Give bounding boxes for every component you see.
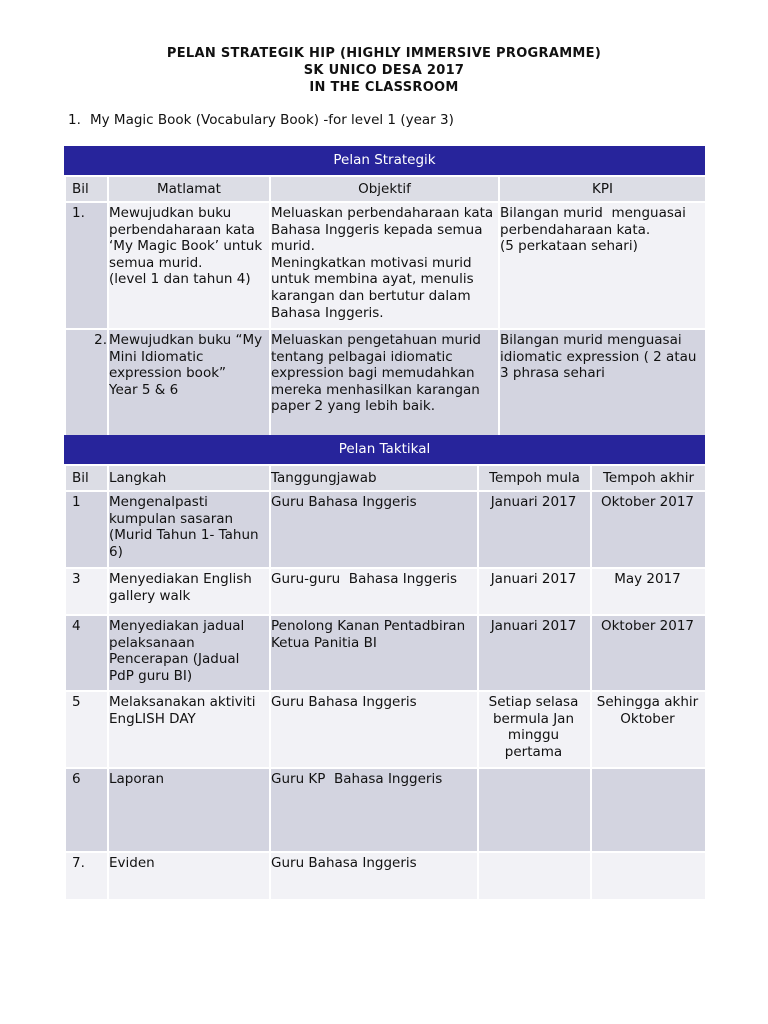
cell-line: Meningkatkan motivasi murid	[271, 254, 472, 271]
cell-line: Bahasa Inggeris kepada semua	[271, 221, 483, 238]
strategic-plan-heading: Pelan Strategik	[64, 146, 705, 175]
tactical-plan-heading: Pelan Taktikal	[64, 435, 705, 464]
strategic-cell-objektif	[270, 202, 499, 329]
tactical-cell-bil: 7.	[65, 852, 108, 900]
cell-line: (Murid Tahun 1- Tahun	[109, 527, 259, 544]
cell-line: Bilangan murid menguasai	[500, 332, 682, 348]
cell-line: Meluaskan pengetahuan murid	[271, 332, 481, 348]
school-title: SK UNICO DESA 2017	[303, 63, 465, 78]
tactical-cell-tanggungjawab	[270, 768, 478, 852]
cell-line: Meluaskan perbendaharaan kata	[271, 205, 494, 221]
tactical-cell-tempoh-akhir	[591, 691, 706, 768]
cell-line: Bahasa Inggeris.	[271, 304, 384, 321]
cell-line: Pencerapan (Jadual	[109, 651, 240, 668]
strategic-cell-matlamat	[108, 202, 270, 329]
cell-line: idiomatic expression ( 2 atau	[500, 348, 697, 365]
tactical-cell-tempoh-mula	[478, 768, 591, 852]
tactical-cell-tempoh-mula	[478, 568, 591, 615]
cell-line: tentang pelbagai idiomatic	[271, 348, 453, 365]
cell-line: perbendaharaan kata.	[500, 221, 651, 238]
cell-line: Guru Bahasa Inggeris	[271, 694, 417, 710]
cell-line: Sehingga akhir	[596, 694, 699, 710]
intro-number: 1.	[68, 112, 81, 128]
header-langkah: Langkah	[108, 465, 270, 491]
programme-intro	[68, 112, 454, 128]
header-tempoh-mula: Tempoh mula	[478, 465, 591, 491]
cell-line: Oktober 2017	[600, 494, 695, 510]
tactical-cell-tempoh-akhir	[591, 768, 706, 852]
cell-line: mereka menhasilkan karangan	[271, 381, 480, 398]
cell-line: Mini Idiomatic	[109, 348, 204, 365]
cell-line: Guru Bahasa Inggeris	[271, 494, 417, 510]
header-matlamat: Matlamat	[108, 176, 270, 202]
intro-text: My Magic Book (Vocabulary Book) -for level 1 (year 3)	[90, 112, 454, 128]
cell-line: Guru-guru Bahasa Inggeris	[271, 571, 458, 587]
cell-line: PdP guru BI)	[109, 667, 193, 684]
tactical-cell-bil: 6	[65, 768, 108, 852]
cell-line: karangan dan bertutur dalam	[271, 287, 471, 304]
cell-line: Oktober 2017	[600, 618, 695, 634]
tactical-cell-bil: 4	[65, 615, 108, 691]
tactical-cell-tempoh-akhir	[591, 568, 706, 615]
tactical-cell-tempoh-mula	[478, 491, 591, 568]
cell-line: Setiap selasa	[488, 694, 579, 710]
cell-line: Menyediakan English	[109, 571, 252, 587]
cell-line: expression book”	[109, 365, 227, 382]
strategic-header-row	[65, 176, 706, 202]
cell-line: pertama	[504, 743, 563, 760]
cell-line: perbendaharaan kata	[109, 221, 255, 238]
tactical-cell-tanggungjawab	[270, 691, 478, 768]
header-tempoh-akhir: Tempoh akhir	[591, 465, 706, 491]
tactical-cell-tempoh-mula	[478, 615, 591, 691]
strategic-cell-bil: 2.	[65, 329, 108, 436]
strategic-cell-kpi	[499, 329, 706, 436]
cell-line: expression bagi memudahkan	[271, 365, 475, 382]
strategic-row	[65, 329, 706, 436]
tactical-cell-tempoh-mula	[478, 852, 591, 900]
cell-line: pelaksanaan	[109, 634, 195, 651]
tactical-row	[65, 691, 706, 768]
header-tanggungjawab: Tanggungjawab	[270, 465, 478, 491]
cell-line: Oktober	[620, 710, 675, 727]
strategic-cell-kpi	[499, 202, 706, 329]
tactical-row	[65, 568, 706, 615]
tactical-cell-bil: 3	[65, 568, 108, 615]
tactical-cell-langkah	[108, 568, 270, 615]
cell-line: Menyediakan jadual	[109, 618, 245, 634]
strategic-cell-bil: 1.	[65, 202, 108, 329]
cell-line: minggu	[507, 727, 560, 744]
tactical-cell-tempoh-mula	[478, 691, 591, 768]
cell-line: EngLISH DAY	[109, 710, 196, 727]
tactical-cell-tempoh-akhir	[591, 491, 706, 568]
cell-line: Ketua Panitia BI	[271, 634, 377, 651]
cell-line: Januari 2017	[490, 618, 577, 634]
tactical-cell-tempoh-akhir	[591, 615, 706, 691]
cell-line: Januari 2017	[490, 494, 577, 510]
strategic-cell-matlamat	[108, 329, 270, 436]
cell-line: Mengenalpasti	[109, 494, 208, 510]
tactical-cell-tanggungjawab	[270, 568, 478, 615]
tactical-plan-table	[64, 464, 707, 901]
cell-line: May 2017	[614, 571, 681, 587]
tactical-cell-tempoh-akhir	[591, 852, 706, 900]
classroom-title: IN THE CLASSROOM	[309, 80, 459, 95]
cell-line: untuk membina ayat, menulis	[271, 271, 474, 288]
tactical-cell-langkah	[108, 615, 270, 691]
tactical-cell-tanggungjawab	[270, 852, 478, 900]
cell-line: Guru Bahasa Inggeris	[271, 855, 417, 871]
tactical-cell-bil: 1	[65, 491, 108, 568]
tactical-cell-bil: 5	[65, 691, 108, 768]
cell-line: 3 phrasa sehari	[500, 365, 605, 382]
cell-line: Mewujudkan buku	[109, 205, 232, 221]
tactical-cell-tanggungjawab	[270, 615, 478, 691]
header-kpi: KPI	[499, 176, 706, 202]
tactical-cell-tanggungjawab	[270, 491, 478, 568]
cell-line: Year 5 & 6	[109, 381, 179, 398]
cell-line: murid.	[271, 238, 315, 255]
tactical-row	[65, 615, 706, 691]
tactical-cell-langkah	[108, 768, 270, 852]
cell-line: gallery walk	[109, 587, 191, 604]
cell-line: Mewujudkan buku “My	[109, 332, 263, 348]
tactical-header-row	[65, 465, 706, 491]
tactical-row	[65, 491, 706, 568]
cell-line: Bilangan murid menguasai	[500, 205, 686, 221]
cell-line: Guru KP Bahasa Inggeris	[271, 771, 443, 787]
strategic-row	[65, 202, 706, 329]
tactical-cell-langkah	[108, 691, 270, 768]
cell-line: semua murid.	[109, 254, 203, 271]
cell-line: (5 perkataan sehari)	[500, 238, 638, 255]
cell-line: bermula Jan	[492, 710, 575, 727]
header-objektif: Objektif	[270, 176, 499, 202]
document-title: PELAN STRATEGIK HIP (HIGHLY IMMERSIVE PROGRAMME)	[166, 46, 602, 61]
cell-line: Penolong Kanan Pentadbiran	[271, 618, 466, 634]
tactical-row	[65, 768, 706, 852]
cell-line: Melaksanakan aktiviti	[109, 694, 256, 710]
strategic-plan-table	[64, 175, 707, 437]
cell-line: Januari 2017	[490, 571, 577, 587]
tactical-row	[65, 852, 706, 900]
cell-line: kumpulan sasaran	[109, 510, 234, 527]
cell-line: ‘My Magic Book’ untuk	[109, 238, 263, 255]
cell-line: Eviden	[109, 855, 155, 871]
cell-line: (level 1 dan tahun 4)	[109, 271, 251, 288]
header-bil: Bil	[65, 176, 108, 202]
strategic-cell-objektif	[270, 329, 499, 436]
cell-line: paper 2 yang lebih baik.	[271, 398, 436, 415]
cell-line: Laporan	[109, 771, 165, 787]
tactical-cell-langkah	[108, 491, 270, 568]
tactical-cell-langkah	[108, 852, 270, 900]
cell-line: 6)	[109, 543, 123, 560]
header-bil: Bil	[65, 465, 108, 491]
